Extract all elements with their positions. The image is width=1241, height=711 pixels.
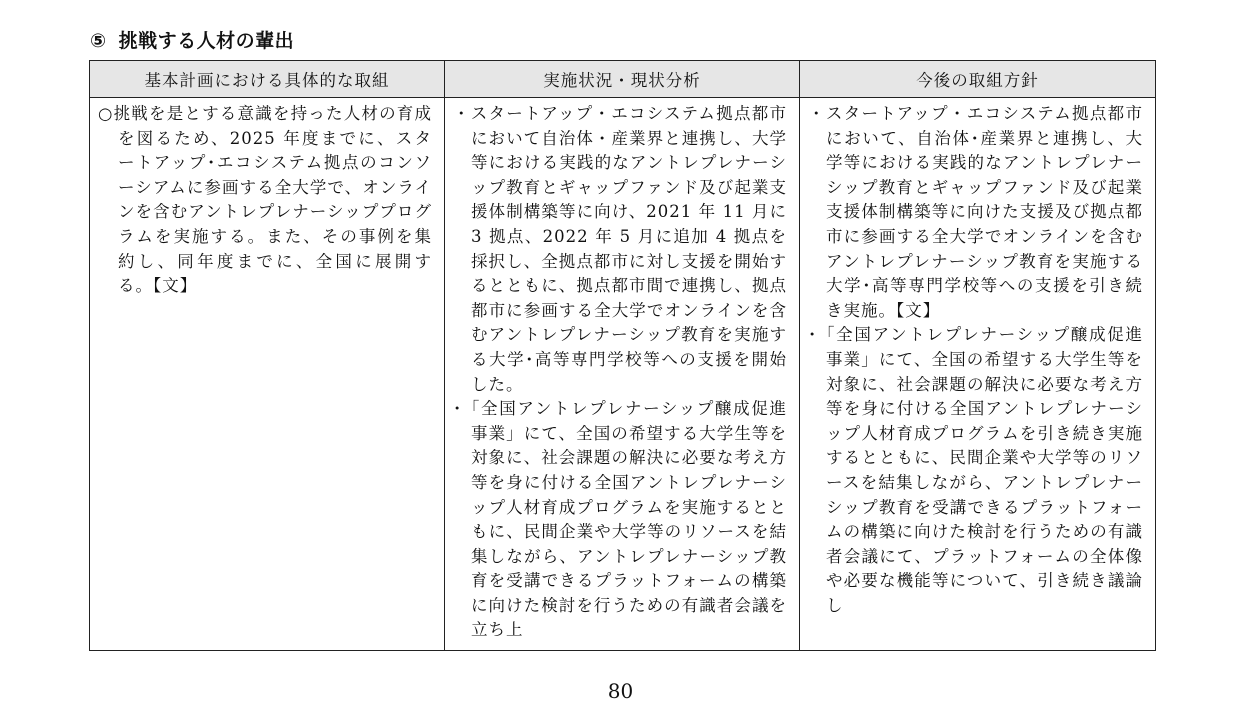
- status-item: ・スタートアップ・エコシステム拠点都市において自治体・産業界と連携し、大学等における実践的なアントレプレナーシップ教育とギャップファンド及び起業支援体制構築等に向け、2021 年 11 月に 3 拠点、2022 年 5 月に追加 4 拠点を採択し、全拠点都市に対し支援を開始するとともに、拠点都市間で連携し、拠点都市に参画する全大学でオンラインを含むアントレプレナーシップ教育を実施する大学･高等専門学校等への支援を開始した。: [453, 104, 787, 394]
- cell-status-analysis: [445, 98, 800, 651]
- basic-plan-item: ○挑戦を是とする意識を持った人材の育成を図るため、2025 年度までに、スタートアップ･エコシステム拠点のコンソーシアムに参画する全大学で、オンラインを含むアントレプレナーシッププログラムを実施する。また、その事例を集約し、同年度までに、全国に展開する。【文】: [98, 104, 432, 296]
- policy-item: ･「全国アントレプレナーシップ醸成促進事業」にて、全国の希望する大学生等を対象に、社会課題の解決に必要な考え方等を身に付ける全国アントレプレナーシップ人材育成プログラムを引き続き実施するとともに、民間企業や大学等のリソースを結集しながら、アントレプレナーシップ教育を受講できるプラットフォームの構築に向けた検討を行うための有識者会議にて、プラットフォームの全体像や必要な機能等について、引き続き議論し: [808, 325, 1143, 615]
- table-row: [90, 98, 1156, 651]
- policy-table: [89, 60, 1156, 651]
- header-status-analysis: 実施状況・現状分析: [445, 61, 800, 98]
- status-item: ･「全国アントレプレナーシップ醸成促進事業」にて、全国の希望する大学生等を対象に、社会課題の解決に必要な考え方等を身に付ける全国アントレプレナーシップ人材育成プログラムを実施するとともに、民間企業や大学等のリソースを結集しながら、アントレプレナーシップ教育を受講できるプラットフォームの構築に向けた検討を行うための有識者会議を立ち上: [453, 399, 787, 640]
- header-basic-plan: 基本計画における具体的な取組: [90, 61, 445, 98]
- cell-basic-plan: [90, 98, 445, 651]
- header-future-policy: 今後の取組方針: [800, 61, 1156, 98]
- page-number: 80: [607, 679, 634, 703]
- cell-future-policy: [800, 98, 1156, 651]
- section-title: 挑戦する人材の輩出: [118, 30, 295, 52]
- policy-item: ・スタートアップ・エコシステム拠点都市において、自治体･産業界と連携し、大学等における実践的なアントレプレナーシップ教育とギャップファンド及び起業支援体制構築等に向けた支援及び拠点都市に参画する全大学でオンラインを含むアントレプレナーシップ教育を実施する大学･高等専門学校等への支援を引き続き実施。【文】: [808, 104, 1143, 320]
- table-header-row: [90, 61, 1156, 98]
- section-heading: [90, 26, 294, 53]
- section-number: ⑤: [90, 30, 107, 52]
